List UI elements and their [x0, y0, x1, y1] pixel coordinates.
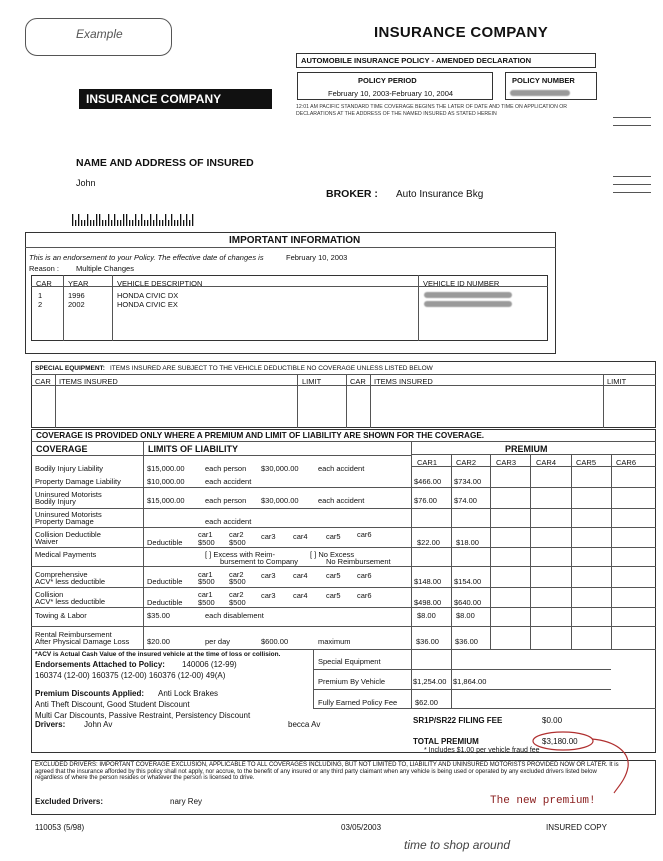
cov-coll-p1: $498.00	[414, 598, 442, 607]
cov-comp-c1: car1	[198, 570, 213, 579]
company-logo-text: INSURANCE COMPANY	[86, 92, 222, 106]
cov-cdw-c1: car1	[198, 530, 213, 539]
cov-comp-c3: car3	[261, 571, 276, 580]
cov-comp-v2: $500	[229, 577, 246, 586]
se-col-items: ITEMS INSURED	[59, 377, 118, 386]
policy-number-redacted	[510, 90, 570, 96]
cov-cdw-name: Collision Deductible	[35, 530, 101, 539]
divider	[31, 441, 656, 442]
divider	[31, 455, 411, 456]
special-equipment-text: ITEMS INSURED ARE SUBJECT TO THE VEHICLE DEDUCTIBLE NO COVERAGE UNLESS LISTED BELOW	[110, 365, 433, 372]
col-car: CAR	[36, 279, 52, 288]
cov-pd-p1: $466.00	[414, 477, 442, 486]
cov-coll-ded: Deductible	[147, 598, 183, 607]
form-number: 110053 (5/98)	[35, 823, 85, 832]
divider	[31, 385, 656, 386]
car-col-5: CAR5	[576, 458, 597, 467]
cov-rent-limit: $20.00	[147, 637, 170, 646]
total-value: $3,180.00	[542, 737, 578, 746]
cov-um-unit: each person	[205, 496, 247, 505]
policy-period-label: POLICY PERIOD	[358, 76, 417, 85]
vehicle-desc: HONDA CIVIC DX	[117, 291, 179, 300]
cov-coll-p2: $640.00	[454, 598, 482, 607]
cov-med-opt2b: No Reimbursement	[326, 557, 391, 566]
company-title: INSURANCE COMPANY	[374, 24, 548, 41]
endorsements-label: Endorsements Attached to Policy:	[35, 660, 165, 669]
divider	[313, 708, 656, 709]
cov-header-coverage: COVERAGE	[36, 444, 88, 454]
insured-copy: INSURED COPY	[546, 823, 607, 832]
car-col-6: CAR6	[616, 458, 637, 467]
cov-comp-p2: $154.00	[454, 577, 482, 586]
car-col-2: CAR2	[456, 458, 477, 467]
cov-comp-ded: Deductible	[147, 577, 183, 586]
driver-1: John Av	[84, 720, 113, 729]
margin-rule	[613, 184, 651, 185]
broker-label: BROKER :	[326, 188, 378, 200]
divider	[418, 275, 419, 341]
drivers-label: Drivers:	[35, 720, 66, 729]
se-col-car: CAR	[35, 377, 51, 386]
col-desc: VEHICLE DESCRIPTION	[117, 279, 203, 288]
margin-rule	[613, 176, 651, 177]
postal-barcode	[72, 214, 196, 226]
policy-fee-label: Fully Earned Policy Fee	[318, 698, 398, 707]
divider	[603, 374, 604, 428]
cov-tow-p2: $8.00	[456, 611, 475, 620]
divider	[297, 374, 298, 428]
excluded-value: nary Rey	[170, 797, 203, 806]
cov-cdw-v1: $500	[198, 538, 215, 547]
vin-redacted	[424, 292, 512, 298]
divider	[346, 374, 347, 428]
cov-header-limits: LIMITS OF LIABILITY	[148, 444, 238, 454]
cov-pd-p2: $734.00	[454, 477, 482, 486]
car-col-3: CAR3	[496, 458, 517, 467]
coverage-note: 12:01 AM PACIFIC STANDARD TIME COVERAGE BEGINS THE LATER OF DATE AND TIME ON APPLICATION OR DECLARATIONS AT THE ADDRESS OF THE NAMED INSURED AS STATED HEREIN	[296, 104, 568, 117]
cov-rent-name: Rental Reimbursement	[35, 630, 112, 639]
divider	[63, 275, 64, 341]
cov-comp-c5: car5	[326, 571, 341, 580]
cov-coll-name: Collision	[35, 590, 64, 599]
divider	[31, 527, 656, 528]
margin-rule	[613, 125, 651, 126]
discounts-value: Anti Lock Brakes	[158, 689, 219, 698]
endorsement-text: This is an endorsement to your Policy. The effective date of changes is	[29, 253, 264, 262]
driver-2: becca Av	[288, 720, 321, 729]
endorsements-value: 140006 (12-99)	[182, 660, 237, 669]
car-col-4: CAR4	[536, 458, 557, 467]
cov-tow-p1: $8.00	[417, 611, 436, 620]
vehicle-car: 2	[38, 300, 43, 309]
divider	[31, 547, 656, 548]
divider	[571, 454, 572, 649]
cov-coll-v2: $500	[229, 598, 246, 607]
cov-rent-limit2: $600.00	[261, 637, 289, 646]
policy-number-label: POLICY NUMBER	[512, 76, 575, 85]
divider	[313, 669, 611, 670]
cov-um-limit2: $30,000.00	[261, 496, 299, 505]
cov-rent-unit2: maximum	[318, 637, 351, 646]
red-circle-annotation	[530, 727, 640, 797]
cov-umpd-unit: each accident	[205, 517, 252, 526]
cov-coll-c3: car3	[261, 591, 276, 600]
cov-cdw-ded: Deductible	[147, 538, 183, 547]
cov-cdw-v2: $500	[229, 538, 246, 547]
cov-umpd-name2: Property Damage	[35, 517, 94, 526]
insured-heading: NAME AND ADDRESS OF INSURED	[76, 157, 254, 169]
discounts-line2: Anti Theft Discount, Good Student Discount	[35, 700, 190, 709]
premium-by-vehicle-1: $1,254.00	[413, 677, 447, 686]
cov-tow-unit: each disablement	[205, 611, 264, 620]
cov-um-p1: $76.00	[414, 496, 437, 505]
cov-cdw-c2: car2	[229, 530, 244, 539]
cov-cdw-p1: $22.00	[417, 538, 440, 547]
cov-coll-c6: car6	[357, 591, 372, 600]
example-label: Example	[76, 27, 123, 41]
divider	[31, 587, 656, 588]
cov-bi-limit: $15,000.00	[147, 464, 185, 473]
fraud-note: * Includes $1.00 per vehicle fraud fee	[424, 747, 540, 754]
cov-comp-name2: ACV* less deductible	[35, 577, 106, 586]
car-col-1: CAR1	[417, 458, 438, 467]
cov-cdw-c5: car5	[326, 532, 341, 541]
footer-caption: time to shop around	[404, 838, 511, 852]
divider	[411, 441, 412, 708]
cov-med-opt1: [ ] Excess with Reim-	[205, 550, 276, 559]
cov-med-opt2: [ ] No Excess	[310, 550, 355, 559]
cov-pd-limit: $10,000.00	[147, 477, 185, 486]
divider	[31, 374, 656, 375]
policy-type: AUTOMOBILE INSURANCE POLICY - AMENDED DECLARATION	[301, 56, 532, 65]
col-year: YEAR	[68, 279, 89, 288]
divider	[143, 441, 144, 649]
cov-coll-c1: car1	[198, 590, 213, 599]
col-vin: VEHICLE ID NUMBER	[423, 279, 500, 288]
cov-cdw-c4: car4	[293, 532, 308, 541]
cov-umpd-name: Uninsured Motorists	[35, 510, 102, 519]
margin-rule	[613, 192, 651, 193]
cov-comp-c2: car2	[229, 570, 244, 579]
cov-bi-unit: each person	[205, 464, 247, 473]
divider	[31, 649, 656, 650]
divider	[31, 566, 656, 567]
endorsement-date: February 10, 2003	[286, 253, 348, 262]
divider	[25, 247, 556, 248]
important-title: IMPORTANT INFORMATION	[229, 235, 361, 246]
se-col-limit: LIMIT	[607, 377, 627, 386]
divider	[31, 508, 656, 509]
cov-bi-unit2: each accident	[318, 464, 365, 473]
cov-rent-name2: After Physical Damage Loss	[35, 637, 130, 646]
discounts-label: Premium Discounts Applied:	[35, 689, 145, 698]
cov-tow-name: Towing & Labor	[35, 611, 87, 620]
vin-redacted	[424, 301, 512, 307]
cov-comp-c4: car4	[293, 571, 308, 580]
cov-um-name: Uninsured Motorists	[35, 490, 102, 499]
discounts-line3: Multi Car Discounts, Passive Restraint, Persistency Discount	[35, 711, 251, 720]
special-equipment-line: Special Equipment	[318, 657, 381, 666]
cov-coll-c2: car2	[229, 590, 244, 599]
divider	[112, 275, 113, 341]
cov-med-opt1b: bursement to Company	[220, 557, 298, 566]
coverage-banner: COVERAGE IS PROVIDED ONLY WHERE A PREMIUM AND LIMIT OF LIABILITY ARE SHOWN FOR THE COVERAGE.	[36, 431, 485, 440]
divider	[370, 374, 371, 428]
vehicle-year: 1996	[68, 291, 85, 300]
policy-period-value: February 10, 2003-February 10, 2004	[328, 89, 454, 98]
cov-um-limit: $15,000.00	[147, 496, 185, 505]
premium-by-vehicle-2: $1,864.00	[453, 677, 487, 686]
cov-cdw-c6: car6	[357, 530, 372, 539]
cov-um-unit2: each accident	[318, 496, 365, 505]
cov-comp-name: Comprehensive	[35, 570, 88, 579]
insured-name: John	[76, 178, 96, 188]
cov-coll-v1: $500	[198, 598, 215, 607]
cov-rent-p2: $36.00	[455, 637, 478, 646]
broker-value: Auto Insurance Bkg	[396, 189, 484, 200]
se-col-items: ITEMS INSURED	[374, 377, 433, 386]
cov-cdw-c3: car3	[261, 532, 276, 541]
acv-note: *ACV is Actual Cash Value of the insured vehicle at the time of loss or collision.	[35, 651, 281, 658]
cov-cdw-p2: $18.00	[456, 538, 479, 547]
cov-tow-limit: $35.00	[147, 611, 170, 620]
total-label: TOTAL PREMIUM	[413, 737, 479, 746]
endorsements-line2: 160374 (12-00) 160375 (12-00) 160376 (12-00) 49(A)	[35, 671, 226, 680]
vehicle-year: 2002	[68, 300, 85, 309]
cov-rent-p1: $36.00	[416, 637, 439, 646]
cov-header-premium: PREMIUM	[505, 444, 548, 454]
vehicle-desc: HONDA CIVIC EX	[117, 300, 178, 309]
divider	[31, 487, 656, 488]
form-date: 03/05/2003	[341, 823, 382, 832]
vehicle-car: 1	[38, 291, 43, 300]
divider	[611, 454, 612, 649]
margin-rule	[613, 117, 651, 118]
cov-pd-name: Property Damage Liability	[35, 477, 121, 486]
cov-med-name: Medical Payments	[35, 550, 97, 559]
special-equipment-title: SPECIAL EQUIPMENT:	[35, 365, 105, 372]
divider	[530, 454, 531, 649]
cov-coll-c4: car4	[293, 591, 308, 600]
cov-coll-name2: ACV* less deductible	[35, 597, 106, 606]
policy-fee: $62.00	[415, 698, 438, 707]
filing-fee: $0.00	[542, 716, 563, 725]
cov-comp-p1: $148.00	[414, 577, 442, 586]
se-col-car: CAR	[350, 377, 366, 386]
cov-pd-unit: each accident	[205, 477, 252, 486]
filing-fee-label: SR1P/SR22 FILING FEE	[413, 716, 503, 725]
cov-um-p2: $74.00	[454, 496, 477, 505]
se-col-limit: LIMIT	[302, 377, 322, 386]
excluded-label: Excluded Drivers:	[35, 797, 104, 806]
reason-value: Multiple Changes	[76, 264, 134, 273]
reason-label: Reason :	[29, 264, 60, 273]
divider	[55, 374, 56, 428]
cov-comp-c6: car6	[357, 571, 372, 580]
excluded-text: EXCLUDED DRIVERS: IMPORTANT COVERAGE EXCLUSION, APPLICABLE TO ALL COVERAGES INCLUDING, BUT NOT LIMITED TO, LIABILITY AND UNINSURED MOTORISTS PROVIDED NOW OR LATER. It is agreed that the insurance afforded by this policy shall not apply, nor accrue, to the benefit of any insured or any third party claimant when any vehicle is being used or operated by any excluded drivers listed below regardless of where the person resides or whatever the person is licensed to drive.	[35, 762, 619, 781]
cov-cdw-name2: Waiver	[35, 537, 59, 546]
divider	[31, 607, 656, 608]
cov-coll-c5: car5	[326, 591, 341, 600]
divider	[411, 454, 656, 455]
cov-bi-name: Bodily Injury Liability	[35, 464, 103, 473]
cov-um-name2: Bodily Injury	[35, 497, 76, 506]
handwritten-note: The new premium!	[490, 795, 596, 807]
divider	[313, 689, 611, 690]
cov-rent-unit: per day	[205, 637, 231, 646]
divider	[490, 454, 491, 649]
premium-by-vehicle-label: Premium By Vehicle	[318, 677, 386, 686]
divider	[31, 626, 656, 627]
cov-bi-limit2: $30,000.00	[261, 464, 299, 473]
cov-comp-v1: $500	[198, 577, 215, 586]
divider	[313, 649, 314, 708]
